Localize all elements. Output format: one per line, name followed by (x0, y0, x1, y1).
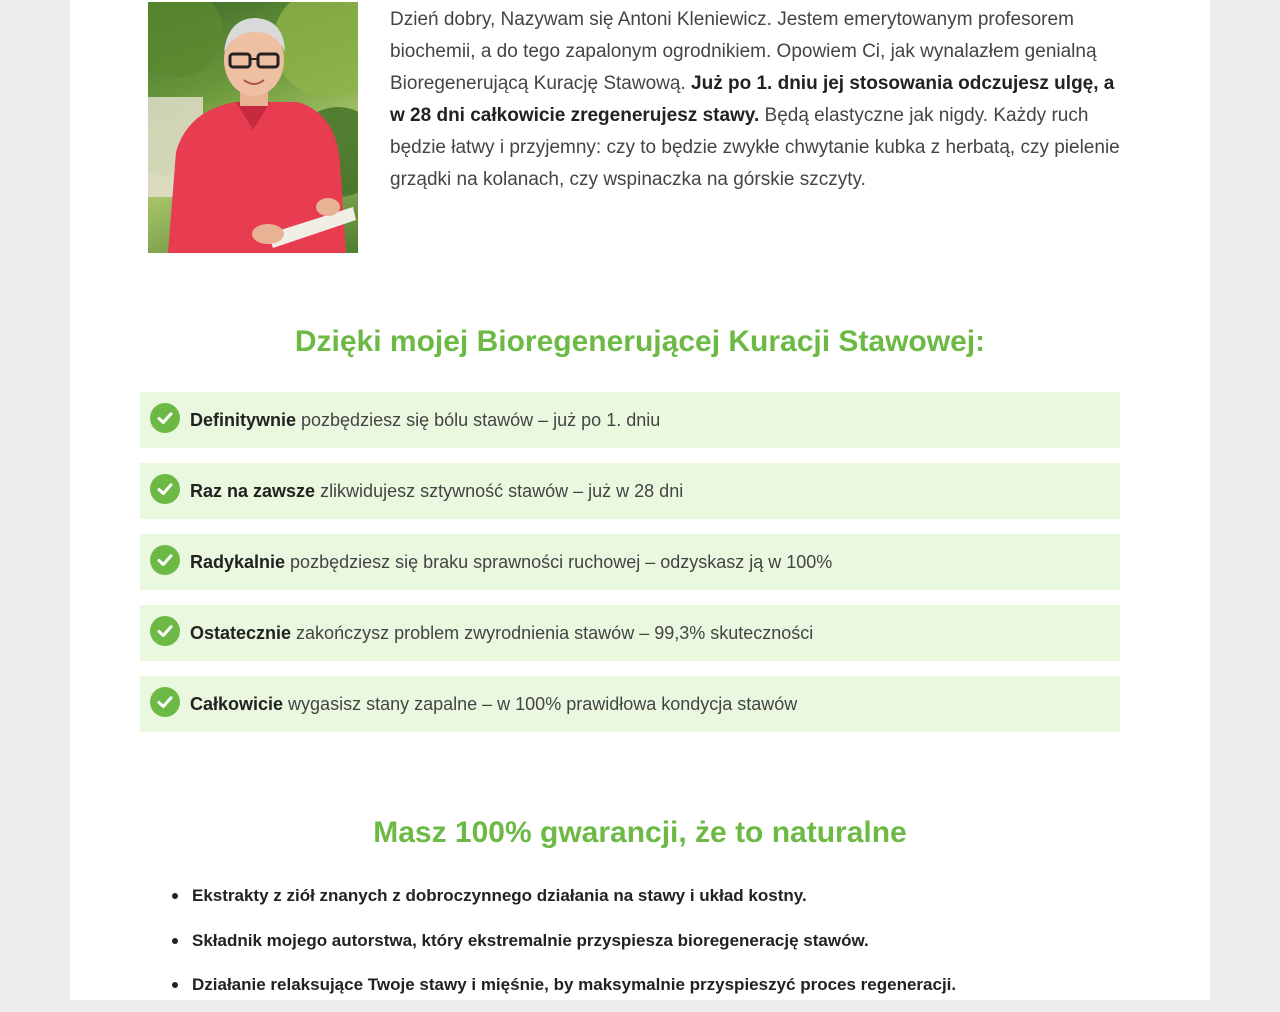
check-icon (150, 403, 180, 433)
benefits-list (140, 392, 1120, 747)
benefit-lead: Radykalnie (190, 551, 286, 572)
benefit-text: zlikwidujesz sztywność stawów – już w 28 dni (320, 480, 684, 501)
benefits-heading: Dzięki mojej Bioregenerującej Kuracji Stawowej: (294, 325, 986, 358)
guarantee-item (172, 878, 1132, 923)
benefit-item (140, 676, 1120, 732)
guarantee-item (172, 967, 1132, 1012)
guarantee-item (172, 923, 1132, 968)
check-icon (150, 616, 180, 646)
benefit-lead: Definitywnie (190, 409, 297, 430)
benefit-item (140, 534, 1120, 590)
intro-text-bold: Już po 1. dniu jej stosowania odczujesz ulgę, a w 28 dni całkowicie zregenerujesz stawy. (390, 73, 1115, 126)
check-icon (150, 474, 180, 504)
benefit-item (140, 392, 1120, 448)
page-content (70, 0, 1210, 1000)
intro-text-part1: Dzień dobry, Nazywam się Antoni Kleniewicz. Jestem emerytowanym profesorem biochemii, a do tego zapalonym ogrodnikiem. Opowiem Ci, jak wynalazłem genialną Bioregenerującą Kurację Stawową. (390, 9, 1097, 94)
benefit-text: pozbędziesz się braku sprawności ruchowej – odzyskasz ją w 100% (290, 551, 833, 572)
guarantee-heading: Masz 100% gwarancji, że to naturalne (373, 816, 907, 849)
benefit-item (140, 463, 1120, 519)
guarantee-text: Działanie relaksujące Twoje stawy i mięśnie, by maksymalnie przyspieszyć proces regeneracji. (192, 975, 957, 994)
benefit-lead: Całkowicie (190, 693, 284, 714)
benefit-item (140, 605, 1120, 661)
bullet-icon (172, 982, 178, 988)
benefit-text: pozbędziesz się bólu stawów – już po 1. dniu (301, 409, 661, 430)
author-photo (148, 2, 358, 253)
guarantee-text: Składnik mojego autorstwa, który ekstremalnie przyspiesza bioregenerację stawów. (192, 930, 869, 950)
author-portrait-image (148, 2, 358, 253)
intro-text-part2: Będą elastyczne jak nigdy. Każdy ruch będzie łatwy i przyjemny: czy to będzie zwykłe chwytanie kubka z herbatą, czy pielenie grządki na kolanach, czy wspinaczka na górskie szczyty. (390, 105, 1120, 190)
benefit-lead: Ostatecznie (190, 622, 292, 643)
check-icon (150, 545, 180, 575)
check-icon (150, 687, 180, 717)
benefit-lead: Raz na zawsze (190, 480, 316, 501)
benefit-text: zakończysz problem zwyrodnienia stawów – 99,3% skuteczności (296, 622, 814, 643)
bullet-icon (172, 893, 178, 899)
intro-paragraph (390, 4, 1120, 196)
bullet-icon (172, 938, 178, 944)
benefit-text: wygasisz stany zapalne – w 100% prawidłowa kondycja stawów (288, 693, 798, 714)
guarantee-list (172, 878, 1132, 1012)
guarantee-text: Ekstrakty z ziół znanych z dobroczynnego działania na stawy i układ kostny. (192, 886, 807, 905)
